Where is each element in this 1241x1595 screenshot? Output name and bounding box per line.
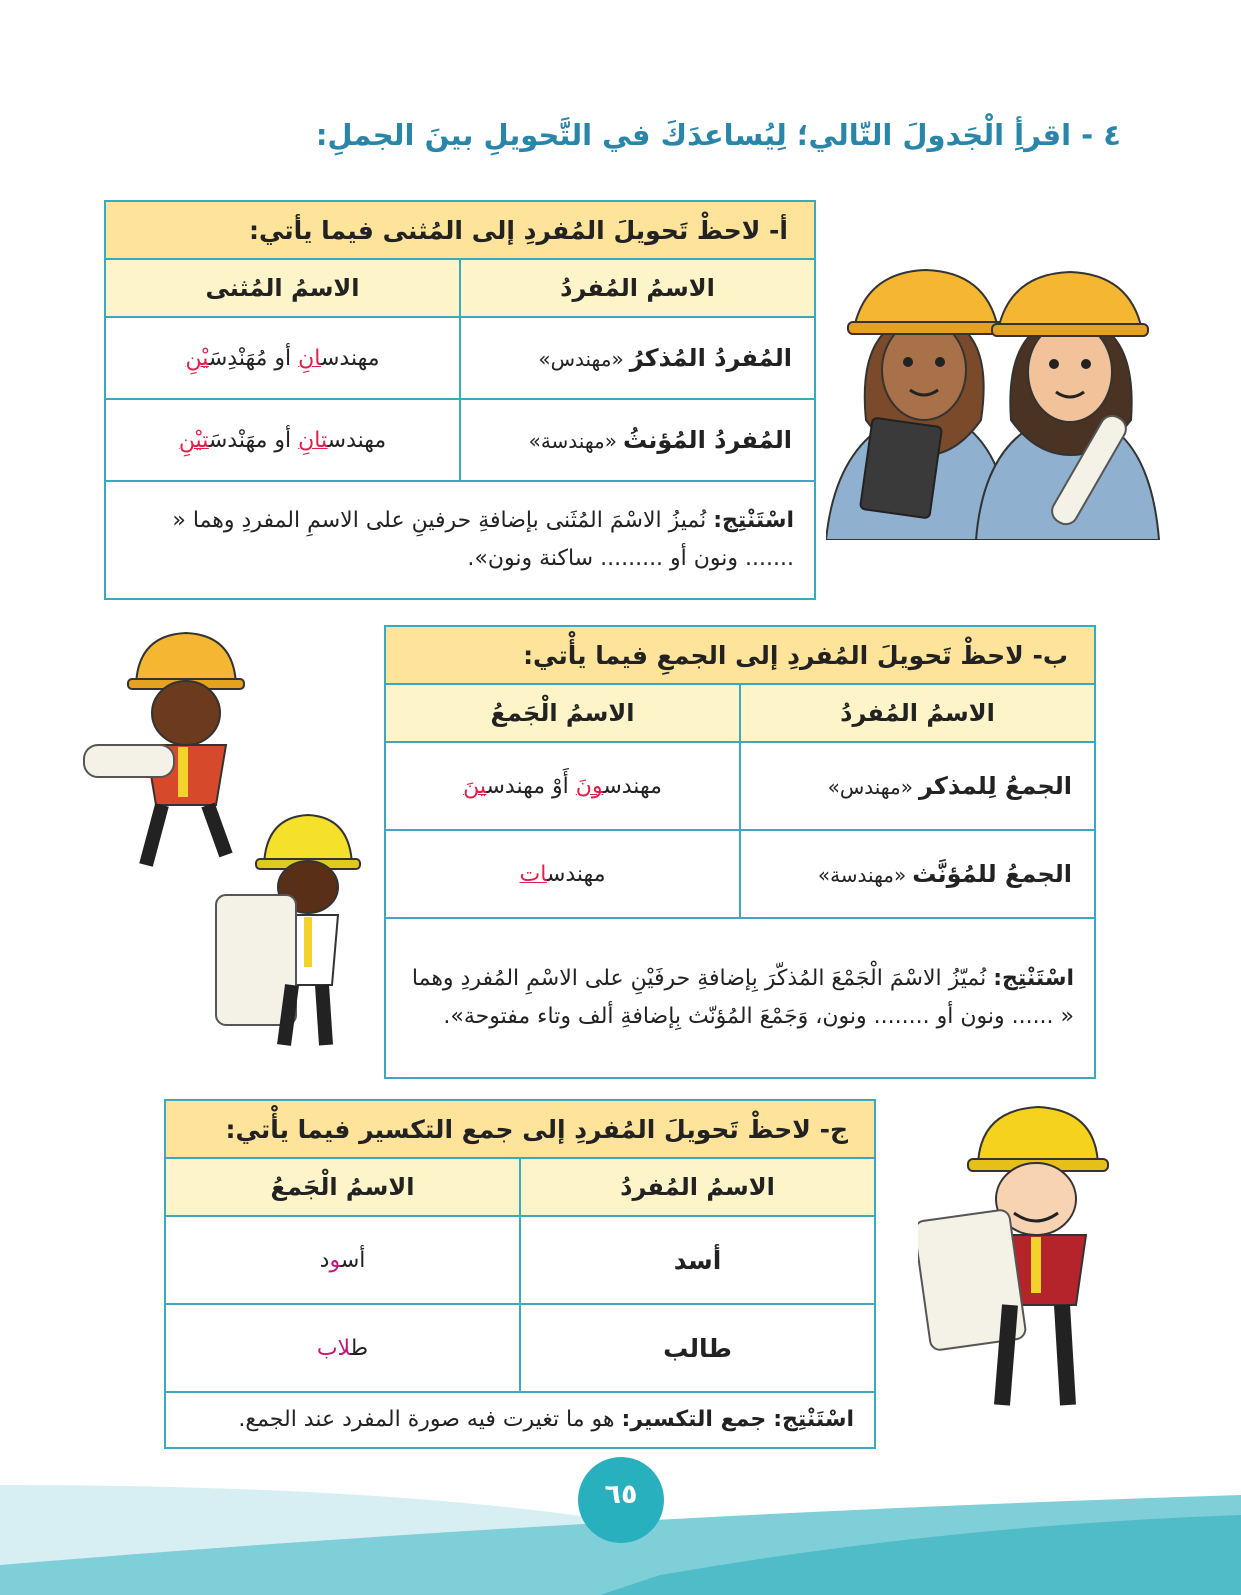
value-stem: مُهَنْدِسَ	[208, 345, 268, 371]
conclusion-label: اسْتَنْتِج:	[773, 1407, 855, 1432]
plural-part: أس	[340, 1247, 366, 1273]
row-label: المُفردُ المُؤنثُ	[623, 426, 792, 454]
plural-highlight: لاب	[316, 1335, 351, 1361]
conclusion	[105, 481, 815, 599]
column-header-dual: الاسمُ المُثنى	[105, 259, 460, 317]
value-stem: مهندس	[603, 773, 662, 799]
page-number: ٦٥	[578, 1457, 664, 1543]
column-header-plural: الاسمُ الْجَمعُ	[165, 1158, 520, 1216]
conclusion	[165, 1392, 875, 1448]
value-suffix: يْنِ	[185, 345, 209, 371]
row-example: «مهندس»	[827, 775, 913, 799]
value-stem: مهَنْدسَ	[208, 427, 268, 453]
table-plural	[384, 625, 1096, 1079]
conclusion-text: نُميّزُ الاسْمَ الْجَمْعَ المُذكّرَ بِإضافةِ حرفَيْنِ على الاسْمِ المُفردِ وهما « ...... ونون أو ........ ونون، وَجَمْعَ المُؤنّث بِإضافةِ ألف وتاء مفتوحة».	[411, 966, 1074, 1029]
value-suffix: انِ	[298, 345, 321, 371]
row-example: «مهندسة»	[817, 863, 907, 887]
value-stem: مهندس	[546, 861, 606, 887]
table-row	[165, 1216, 875, 1304]
column-header-singular: الاسمُ المُفردُ	[740, 684, 1095, 742]
conclusion-term: جمع التكسير:	[621, 1407, 767, 1432]
female-engineers-illustration	[826, 250, 1166, 540]
value-suffix: ينَ	[463, 773, 487, 799]
singular-word: أسد	[520, 1216, 875, 1304]
row-label: الجمعُ لِلمذكر	[918, 772, 1072, 800]
table-row	[165, 1304, 875, 1392]
table-title: ج- لاحظْ تَحويلَ المُفردِ إلى جمع التكسير فيما يأْتي:	[165, 1100, 875, 1158]
conclusion-text: نُميزُ الاسْمَ المُثَنى بإضافةِ حرفينِ على الاسمِ المفردِ وهما « ....... ونون أو ......... ساكنة ونون».	[172, 508, 794, 571]
plural-part: ط	[350, 1335, 369, 1361]
value-stem: مهندس	[486, 773, 546, 799]
table-row	[385, 830, 1095, 918]
column-header-plural: الاسمُ الْجَمعُ	[385, 684, 740, 742]
table-broken-plural	[164, 1099, 876, 1449]
column-header-singular: الاسمُ المُفردُ	[460, 259, 815, 317]
male-engineers-illustration	[76, 625, 376, 1055]
table-title: أ- لاحظْ تَحويلَ المُفردِ إلى المُثنى فيما يأتي:	[105, 201, 815, 259]
column-header-singular: الاسمُ المُفردُ	[520, 1158, 875, 1216]
conclusion-label: اسْتَنْتِج:	[993, 966, 1074, 991]
row-label: الجمعُ للمُؤنَّث	[912, 860, 1072, 888]
or-word: أَوْ	[552, 773, 569, 799]
row-example: «مهندسة»	[528, 429, 617, 453]
or-word: أو	[274, 427, 292, 453]
table-row	[105, 399, 815, 481]
instruction-heading: ٤ - اقرأِ الْجَدولَ التّالي؛ لِيُساعدَكَ في التَّحويلِ بينَ الجملِ:	[315, 118, 1121, 152]
value-stem: مهندس	[327, 427, 387, 453]
singular-word: طالب	[520, 1304, 875, 1392]
conclusion	[385, 918, 1095, 1078]
conclusion-label: اسْتَنْتِج:	[713, 508, 794, 533]
plural-part: د	[319, 1247, 330, 1273]
value-suffix: ات	[519, 861, 547, 887]
or-word: أو	[274, 345, 292, 371]
conclusion-text: هو ما تغيرت فيه صورة المفرد عند الجمع.	[238, 1407, 615, 1432]
value-suffix: تيْنِ	[178, 427, 209, 453]
table-dual	[104, 200, 816, 600]
value-stem: مهندس	[321, 345, 380, 371]
row-label: المُفردُ المُذكرُ	[629, 344, 792, 372]
value-suffix: تانِ	[298, 427, 328, 453]
row-example: «مهندس»	[538, 347, 624, 371]
plural-highlight: و	[329, 1247, 341, 1273]
table-row	[385, 742, 1095, 830]
table-title: ب- لاحظْ تَحويلَ المُفردِ إلى الجمعِ فيما يأْتي:	[385, 626, 1095, 684]
boy-engineer-illustration	[918, 1095, 1138, 1425]
table-row	[105, 317, 815, 399]
value-suffix: ونَ	[575, 773, 604, 799]
